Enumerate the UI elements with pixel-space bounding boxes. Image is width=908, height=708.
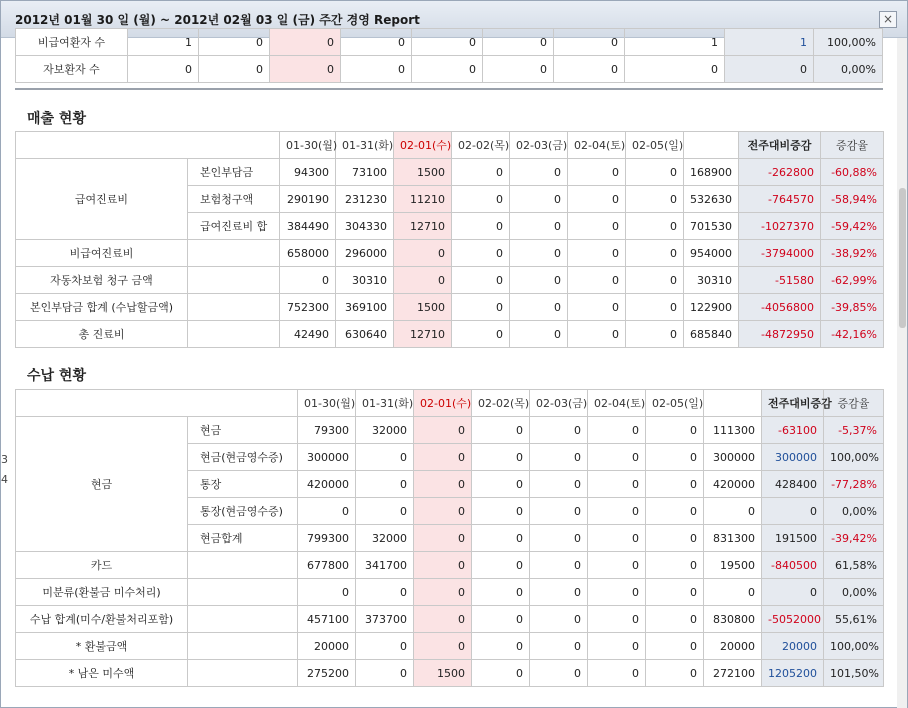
table-cell: -764570 bbox=[739, 186, 821, 213]
table-row bbox=[16, 56, 883, 83]
table-cell: 0 bbox=[646, 579, 704, 606]
row-label: 총 진료비 bbox=[16, 321, 188, 348]
table-cell: 20000 bbox=[762, 633, 824, 660]
table-cell: 0 bbox=[646, 606, 704, 633]
table-cell: 0 bbox=[414, 633, 472, 660]
table-cell: 100,00% bbox=[814, 29, 883, 56]
column-header bbox=[684, 132, 739, 159]
row-sublabel-blank bbox=[188, 240, 280, 267]
table-cell: 0 bbox=[646, 525, 704, 552]
table-row bbox=[16, 417, 884, 444]
column-header: 02-03(금) bbox=[530, 390, 588, 417]
row-label: * 남은 미수액 bbox=[16, 660, 188, 687]
row-sublabel: 현금 bbox=[188, 417, 298, 444]
table-cell: 0 bbox=[483, 29, 554, 56]
row-label: 자동차보험 청구 금액 bbox=[16, 267, 188, 294]
row-sublabel: 보험청구액 bbox=[188, 186, 280, 213]
column-header: 02-01(수) bbox=[414, 390, 472, 417]
table-cell: 0 bbox=[568, 321, 626, 348]
table-cell: 1500 bbox=[394, 159, 452, 186]
table-cell: 685840 bbox=[684, 321, 739, 348]
table-cell: 55,61% bbox=[824, 606, 884, 633]
table-cell: 300000 bbox=[298, 444, 356, 471]
table-cell: 0 bbox=[356, 471, 414, 498]
table-cell: 0,00% bbox=[824, 498, 884, 525]
column-header: 증감율 bbox=[824, 390, 884, 417]
row-sublabel-blank bbox=[188, 552, 298, 579]
scrollbar-thumb[interactable] bbox=[899, 188, 906, 328]
table-cell: 0 bbox=[472, 417, 530, 444]
table-cell: 111300 bbox=[704, 417, 762, 444]
table-cell: 830800 bbox=[704, 606, 762, 633]
table-cell: 0 bbox=[472, 579, 530, 606]
table-cell: 0 bbox=[298, 498, 356, 525]
table-cell: 304330 bbox=[336, 213, 394, 240]
table-cell: -42,16% bbox=[821, 321, 884, 348]
table-cell: 0 bbox=[356, 498, 414, 525]
table-cell: 420000 bbox=[298, 471, 356, 498]
table-cell: 0 bbox=[530, 498, 588, 525]
table-row bbox=[16, 606, 884, 633]
table-cell: 658000 bbox=[280, 240, 336, 267]
table-cell: 290190 bbox=[280, 186, 336, 213]
table-cell: 32000 bbox=[356, 417, 414, 444]
table-cell: 954000 bbox=[684, 240, 739, 267]
table-cell: 30310 bbox=[684, 267, 739, 294]
column-header: 02-05(일) bbox=[646, 390, 704, 417]
row-label: 미분류(환불금 미수처리) bbox=[16, 579, 188, 606]
table-cell: 420000 bbox=[704, 471, 762, 498]
patient-count-table bbox=[15, 28, 883, 83]
table-cell: 0 bbox=[472, 660, 530, 687]
table-cell: 275200 bbox=[298, 660, 356, 687]
stray-char: 4 bbox=[1, 473, 8, 486]
row-label: 카드 bbox=[16, 552, 188, 579]
table-cell: -4056800 bbox=[739, 294, 821, 321]
table-row bbox=[16, 660, 884, 687]
table-cell: 0 bbox=[626, 321, 684, 348]
table-cell: 191500 bbox=[762, 525, 824, 552]
table-cell: 0 bbox=[412, 56, 483, 83]
table-cell: 0 bbox=[588, 525, 646, 552]
table-cell: 0 bbox=[530, 471, 588, 498]
table-cell: 0 bbox=[414, 552, 472, 579]
table-cell: 0 bbox=[568, 240, 626, 267]
table-cell: 0 bbox=[588, 660, 646, 687]
column-header: 전주대비증감 bbox=[762, 390, 824, 417]
table-cell: -63100 bbox=[762, 417, 824, 444]
group-label: 현금 bbox=[16, 417, 188, 552]
table-cell: 0 bbox=[568, 294, 626, 321]
table-cell: 0 bbox=[452, 159, 510, 186]
table-cell: 42490 bbox=[280, 321, 336, 348]
group-label: 급여진료비 bbox=[16, 159, 188, 240]
table-cell: 0 bbox=[510, 213, 568, 240]
row-sublabel-blank bbox=[188, 606, 298, 633]
table-row bbox=[16, 294, 884, 321]
table-cell: 0 bbox=[588, 606, 646, 633]
table-cell: 0 bbox=[356, 579, 414, 606]
table-cell: 0 bbox=[588, 444, 646, 471]
table-cell: 0 bbox=[270, 56, 341, 83]
table-cell: 0 bbox=[626, 186, 684, 213]
table-cell: 0 bbox=[414, 444, 472, 471]
table-cell: -4872950 bbox=[739, 321, 821, 348]
table-cell: 0 bbox=[588, 417, 646, 444]
table-cell: 831300 bbox=[704, 525, 762, 552]
table-cell: 61,58% bbox=[824, 552, 884, 579]
table-cell: 0 bbox=[762, 498, 824, 525]
row-sublabel: 통장 bbox=[188, 471, 298, 498]
row-sublabel-blank bbox=[188, 660, 298, 687]
table-cell: -3794000 bbox=[739, 240, 821, 267]
table-cell: 100,00% bbox=[824, 633, 884, 660]
table-cell: 101,50% bbox=[824, 660, 884, 687]
table-cell: 0 bbox=[341, 56, 412, 83]
stray-char: 3 bbox=[1, 453, 8, 466]
table-cell: 296000 bbox=[336, 240, 394, 267]
table-cell: 0 bbox=[625, 56, 725, 83]
table-cell: 0 bbox=[554, 56, 625, 83]
table-cell: 0 bbox=[554, 29, 625, 56]
table-cell: 0 bbox=[568, 186, 626, 213]
vertical-scrollbar[interactable] bbox=[897, 38, 907, 708]
receipts-section-title: 수납 현황 bbox=[27, 368, 86, 384]
table-cell: 0 bbox=[452, 240, 510, 267]
table-cell: 752300 bbox=[280, 294, 336, 321]
row-label: * 환불금액 bbox=[16, 633, 188, 660]
table-cell: 300000 bbox=[762, 444, 824, 471]
table-cell: 122900 bbox=[684, 294, 739, 321]
table-cell: 0 bbox=[530, 660, 588, 687]
table-cell: -5,37% bbox=[824, 417, 884, 444]
column-header: 02-04(토) bbox=[588, 390, 646, 417]
table-cell: 0 bbox=[452, 294, 510, 321]
table-cell: 0 bbox=[530, 444, 588, 471]
column-header: 02-03(금) bbox=[510, 132, 568, 159]
table-row bbox=[16, 321, 884, 348]
row-sublabel-blank bbox=[188, 579, 298, 606]
column-header: 01-30(월) bbox=[298, 390, 356, 417]
table-cell: 0 bbox=[394, 240, 452, 267]
table-cell: -39,85% bbox=[821, 294, 884, 321]
table-cell: 20000 bbox=[704, 633, 762, 660]
table-cell: 0 bbox=[510, 267, 568, 294]
sales-table bbox=[15, 131, 884, 348]
table-cell: 0 bbox=[510, 321, 568, 348]
table-cell: 0 bbox=[510, 294, 568, 321]
table-cell: 0 bbox=[646, 444, 704, 471]
table-cell: 0 bbox=[356, 633, 414, 660]
table-row bbox=[16, 267, 884, 294]
row-sublabel: 급여진료비 합 bbox=[188, 213, 280, 240]
table-cell: -58,94% bbox=[821, 186, 884, 213]
header-row bbox=[16, 390, 884, 417]
row-label: 비급여환자 수 bbox=[16, 29, 128, 56]
table-cell: 0 bbox=[472, 552, 530, 579]
table-cell: 11210 bbox=[394, 186, 452, 213]
table-cell: 0 bbox=[530, 525, 588, 552]
table-cell: -5052000 bbox=[762, 606, 824, 633]
table-row bbox=[16, 633, 884, 660]
table-cell: 0 bbox=[588, 498, 646, 525]
table-cell: 0 bbox=[452, 267, 510, 294]
table-cell: -1027370 bbox=[739, 213, 821, 240]
table-cell: 12710 bbox=[394, 213, 452, 240]
column-header: 01-31(화) bbox=[336, 132, 394, 159]
table-cell: 0 bbox=[530, 633, 588, 660]
table-cell: 0 bbox=[199, 29, 270, 56]
table-cell: 0 bbox=[530, 552, 588, 579]
table-cell: 428400 bbox=[762, 471, 824, 498]
close-icon[interactable]: × bbox=[879, 11, 897, 28]
column-header: 01-31(화) bbox=[356, 390, 414, 417]
table-cell: 341700 bbox=[356, 552, 414, 579]
header-row bbox=[16, 132, 884, 159]
table-cell: 0 bbox=[356, 660, 414, 687]
table-cell: 0 bbox=[646, 552, 704, 579]
table-row bbox=[16, 552, 884, 579]
table-cell: 0 bbox=[414, 498, 472, 525]
row-sublabel-blank bbox=[188, 267, 280, 294]
table-cell: 231230 bbox=[336, 186, 394, 213]
table-cell: -60,88% bbox=[821, 159, 884, 186]
table-cell: 0 bbox=[646, 471, 704, 498]
table-cell: 457100 bbox=[298, 606, 356, 633]
row-label: 본인부담금 합계 (수납할금액) bbox=[16, 294, 188, 321]
table-cell: 0 bbox=[626, 267, 684, 294]
table-cell: -62,99% bbox=[821, 267, 884, 294]
table-cell: 677800 bbox=[298, 552, 356, 579]
table-cell: 0 bbox=[199, 56, 270, 83]
row-label: 수납 합계(미수/환불처리포함) bbox=[16, 606, 188, 633]
column-header: 02-04(토) bbox=[568, 132, 626, 159]
table-cell: 0 bbox=[412, 29, 483, 56]
divider bbox=[15, 88, 883, 90]
table-cell: 532630 bbox=[684, 186, 739, 213]
row-sublabel-blank bbox=[188, 321, 280, 348]
table-cell: 1205200 bbox=[762, 660, 824, 687]
table-cell: 0 bbox=[472, 633, 530, 660]
header-blank bbox=[16, 132, 280, 159]
table-cell: 0 bbox=[270, 29, 341, 56]
receipts-table bbox=[15, 389, 884, 687]
table-cell: 0 bbox=[762, 579, 824, 606]
column-header: 02-05(일) bbox=[626, 132, 684, 159]
table-cell: 373700 bbox=[356, 606, 414, 633]
table-cell: 0 bbox=[588, 471, 646, 498]
table-row bbox=[16, 29, 883, 56]
table-cell: 0 bbox=[588, 633, 646, 660]
table-cell: 0 bbox=[414, 417, 472, 444]
table-cell: 0 bbox=[588, 552, 646, 579]
table-cell: 12710 bbox=[394, 321, 452, 348]
table-cell: 0 bbox=[472, 525, 530, 552]
table-cell: -77,28% bbox=[824, 471, 884, 498]
table-cell: 0 bbox=[280, 267, 336, 294]
table-cell: 0 bbox=[394, 267, 452, 294]
table-cell: 0 bbox=[646, 417, 704, 444]
table-cell: 0 bbox=[472, 444, 530, 471]
row-label: 비급여진료비 bbox=[16, 240, 188, 267]
table-cell: 369100 bbox=[336, 294, 394, 321]
table-cell: 0,00% bbox=[814, 56, 883, 83]
table-cell: 384490 bbox=[280, 213, 336, 240]
column-header: 02-02(목) bbox=[452, 132, 510, 159]
table-cell: 0 bbox=[510, 240, 568, 267]
window-title: 2012년 01월 30 일 (월) ~ 2012년 02월 03 일 (금) 주간 경영 Report bbox=[15, 13, 420, 27]
table-cell: 0 bbox=[646, 660, 704, 687]
table-cell: 0 bbox=[414, 606, 472, 633]
table-cell: 0 bbox=[704, 579, 762, 606]
row-sublabel: 통장(현금영수증) bbox=[188, 498, 298, 525]
table-cell: 0 bbox=[414, 579, 472, 606]
column-header: 01-30(월) bbox=[280, 132, 336, 159]
table-cell: 0 bbox=[128, 56, 199, 83]
table-row bbox=[16, 579, 884, 606]
table-cell: 0 bbox=[414, 471, 472, 498]
table-cell: 94300 bbox=[280, 159, 336, 186]
column-header: 02-02(목) bbox=[472, 390, 530, 417]
table-row bbox=[16, 159, 884, 186]
table-cell: -51580 bbox=[739, 267, 821, 294]
row-sublabel: 본인부담금 bbox=[188, 159, 280, 186]
row-sublabel: 현금(현금영수증) bbox=[188, 444, 298, 471]
table-row bbox=[16, 240, 884, 267]
table-cell: 0 bbox=[472, 606, 530, 633]
table-cell: 0 bbox=[298, 579, 356, 606]
table-cell: 701530 bbox=[684, 213, 739, 240]
table-cell: 100,00% bbox=[824, 444, 884, 471]
table-cell: 0 bbox=[510, 186, 568, 213]
row-sublabel-blank bbox=[188, 294, 280, 321]
table-cell: 79300 bbox=[298, 417, 356, 444]
row-sublabel: 현금합계 bbox=[188, 525, 298, 552]
table-cell: 0 bbox=[646, 498, 704, 525]
table-cell: -840500 bbox=[762, 552, 824, 579]
table-cell: 32000 bbox=[356, 525, 414, 552]
sales-section-title: 매출 현황 bbox=[27, 111, 86, 127]
table-cell: 0 bbox=[530, 417, 588, 444]
table-cell: 0 bbox=[510, 159, 568, 186]
table-cell: 73100 bbox=[336, 159, 394, 186]
table-cell: 300000 bbox=[704, 444, 762, 471]
column-header: 02-01(수) bbox=[394, 132, 452, 159]
table-cell: 630640 bbox=[336, 321, 394, 348]
table-cell: 0 bbox=[452, 213, 510, 240]
table-cell: -59,42% bbox=[821, 213, 884, 240]
table-cell: 0 bbox=[414, 525, 472, 552]
table-cell: 0 bbox=[483, 56, 554, 83]
header-blank bbox=[16, 390, 298, 417]
table-cell: 1 bbox=[128, 29, 199, 56]
table-cell: 0 bbox=[452, 186, 510, 213]
row-sublabel-blank bbox=[188, 633, 298, 660]
table-cell: 0 bbox=[568, 159, 626, 186]
column-header bbox=[704, 390, 762, 417]
table-cell: 168900 bbox=[684, 159, 739, 186]
table-cell: -262800 bbox=[739, 159, 821, 186]
table-cell: 0 bbox=[588, 579, 646, 606]
table-cell: 0 bbox=[472, 471, 530, 498]
table-cell: 0 bbox=[568, 213, 626, 240]
table-cell: 1500 bbox=[414, 660, 472, 687]
table-cell: 0,00% bbox=[824, 579, 884, 606]
table-cell: -38,92% bbox=[821, 240, 884, 267]
table-cell: 799300 bbox=[298, 525, 356, 552]
table-cell: 0 bbox=[626, 213, 684, 240]
table-cell: 0 bbox=[341, 29, 412, 56]
column-header: 증감율 bbox=[821, 132, 884, 159]
table-cell: 0 bbox=[530, 606, 588, 633]
table-cell: 1 bbox=[625, 29, 725, 56]
table-cell: 30310 bbox=[336, 267, 394, 294]
table-cell: 0 bbox=[725, 56, 814, 83]
table-cell: 1500 bbox=[394, 294, 452, 321]
table-cell: 0 bbox=[568, 267, 626, 294]
table-cell: 0 bbox=[472, 498, 530, 525]
table-cell: 0 bbox=[704, 498, 762, 525]
column-header: 전주대비증감 bbox=[739, 132, 821, 159]
table-cell: 1 bbox=[725, 29, 814, 56]
report-content bbox=[1, 35, 897, 708]
table-cell: 0 bbox=[646, 633, 704, 660]
table-cell: 19500 bbox=[704, 552, 762, 579]
table-cell: -39,42% bbox=[824, 525, 884, 552]
table-cell: 0 bbox=[356, 444, 414, 471]
table-cell: 0 bbox=[626, 240, 684, 267]
table-cell: 0 bbox=[452, 321, 510, 348]
table-cell: 272100 bbox=[704, 660, 762, 687]
row-label: 자보환자 수 bbox=[16, 56, 128, 83]
table-cell: 0 bbox=[626, 294, 684, 321]
table-cell: 0 bbox=[530, 579, 588, 606]
table-cell: 0 bbox=[626, 159, 684, 186]
table-cell: 20000 bbox=[298, 633, 356, 660]
